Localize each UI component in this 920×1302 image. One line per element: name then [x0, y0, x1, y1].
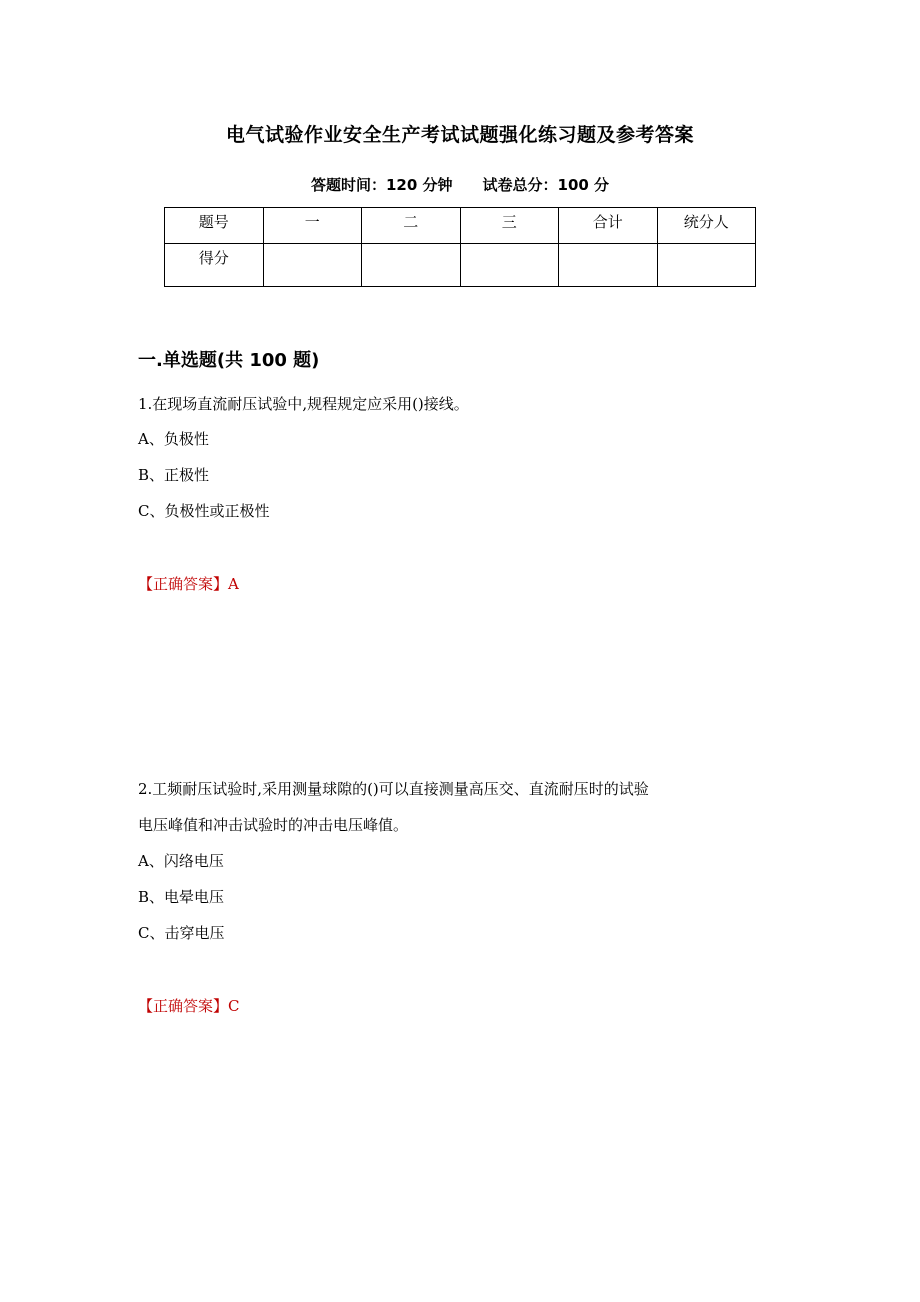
score-header-cell: 统分人	[657, 208, 756, 244]
exam-total-score: 试卷总分：100 分	[482, 176, 610, 194]
answer-label: 【正确答案】	[138, 575, 229, 593]
score-cell	[263, 244, 362, 287]
question-1-option-a: A、负极性	[138, 430, 209, 448]
exam-info	[0, 174, 920, 195]
question-2-answer	[138, 995, 240, 1016]
question-1-option-b: B、正极性	[138, 466, 210, 484]
question-2-option-c: C、击穿电压	[138, 924, 225, 942]
score-cell	[362, 244, 461, 287]
question-1-option-c: C、负极性或正极性	[138, 502, 270, 520]
score-header-cell: 一	[263, 208, 362, 244]
question-2-option-a: A、闪络电压	[138, 852, 224, 870]
score-cell	[657, 244, 756, 287]
answer-label: 【正确答案】	[138, 997, 229, 1015]
section-title: 一.单选题(共 100 题)	[138, 350, 320, 371]
question-1-answer	[138, 573, 239, 594]
score-row-label: 得分	[165, 244, 264, 287]
score-table-score-row	[165, 244, 756, 287]
score-table-header-row	[165, 208, 756, 244]
answer-value: C	[228, 997, 240, 1015]
question-2-option-b: B、电晕电压	[138, 888, 225, 906]
exam-time: 答题时间：120 分钟	[310, 176, 453, 194]
score-header-cell: 二	[362, 208, 461, 244]
score-header-cell: 题号	[165, 208, 264, 244]
question-2-stem-line-2: 电压峰值和冲击试验时的冲击电压峰值。	[138, 816, 409, 834]
question-1-stem: 1.在现场直流耐压试验中,规程规定应采用()接线。	[138, 395, 469, 413]
question-2-stem-line-1: 2.工频耐压试验时,采用测量球隙的()可以直接测量高压交、直流耐压时的试验	[138, 780, 649, 798]
score-cell	[559, 244, 658, 287]
score-header-cell: 合计	[559, 208, 658, 244]
score-cell	[460, 244, 559, 287]
score-header-cell: 三	[460, 208, 559, 244]
score-table	[164, 207, 756, 287]
document-title: 电气试验作业安全生产考试试题强化练习题及参考答案	[225, 124, 694, 146]
answer-value: A	[228, 575, 239, 593]
